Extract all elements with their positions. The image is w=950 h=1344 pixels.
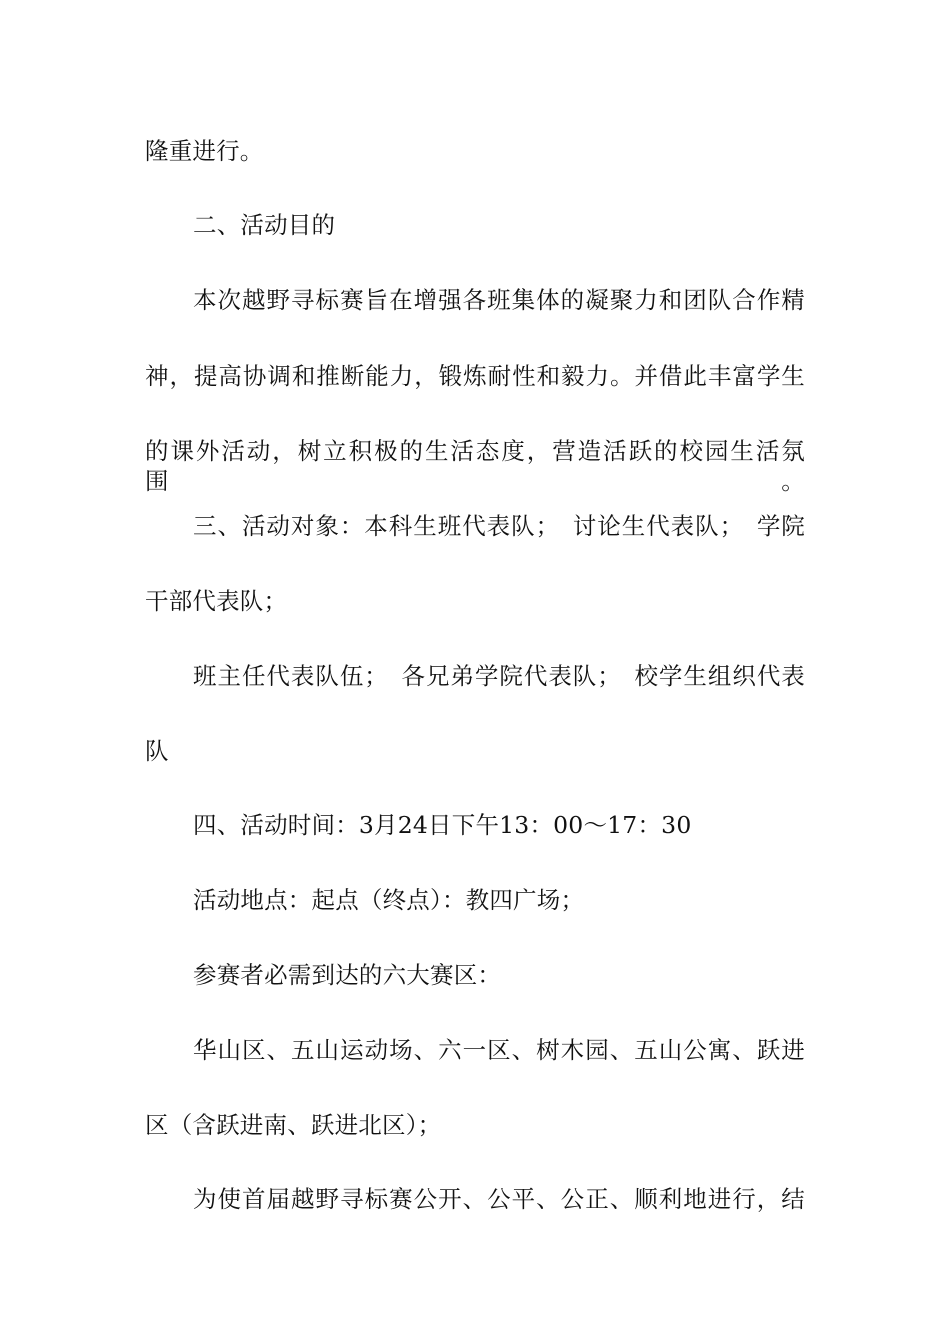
- paragraph-line: 参赛者必需到达的六大赛区：: [193, 961, 502, 989]
- section-heading-purpose: 二、活动目的: [193, 211, 336, 239]
- paragraph-line: 本次越野寻标赛旨在增强各班集体的凝聚力和团队合作精: [193, 286, 805, 314]
- paragraph-line: 干部代表队；: [145, 587, 288, 615]
- paragraph-line: 队: [145, 737, 169, 765]
- paragraph-line: 隆重进行。: [145, 137, 264, 165]
- section-heading-participants: 三、活动对象：本科生班代表队； 讨论生代表队； 学院: [193, 512, 805, 540]
- paragraph-line: 神，提高协调和推断能力，锻炼耐性和毅力。并借此丰富学生: [145, 362, 805, 390]
- paragraph-line: 班主任代表队伍； 各兄弟学院代表队； 校学生组织代表: [193, 662, 805, 690]
- paragraph-line: 为使首届越野寻标赛公开、公平、公正、顺利地进行，结: [193, 1185, 805, 1213]
- paragraph-line: 的课外活动，树立积极的生活态度，营造活跃的校园生活氛围。: [145, 437, 805, 495]
- paragraph-line: 活动地点：起点（终点）：教四广场；: [193, 886, 585, 914]
- paragraph-line: 华山区、五山运动场、六一区、树木园、五山公寓、跃进: [193, 1036, 805, 1064]
- section-heading-time: 四、活动时间：3月24日下午13：00～17：30: [193, 811, 692, 839]
- paragraph-line: 区（含跃进南、跃进北区）；: [145, 1111, 442, 1139]
